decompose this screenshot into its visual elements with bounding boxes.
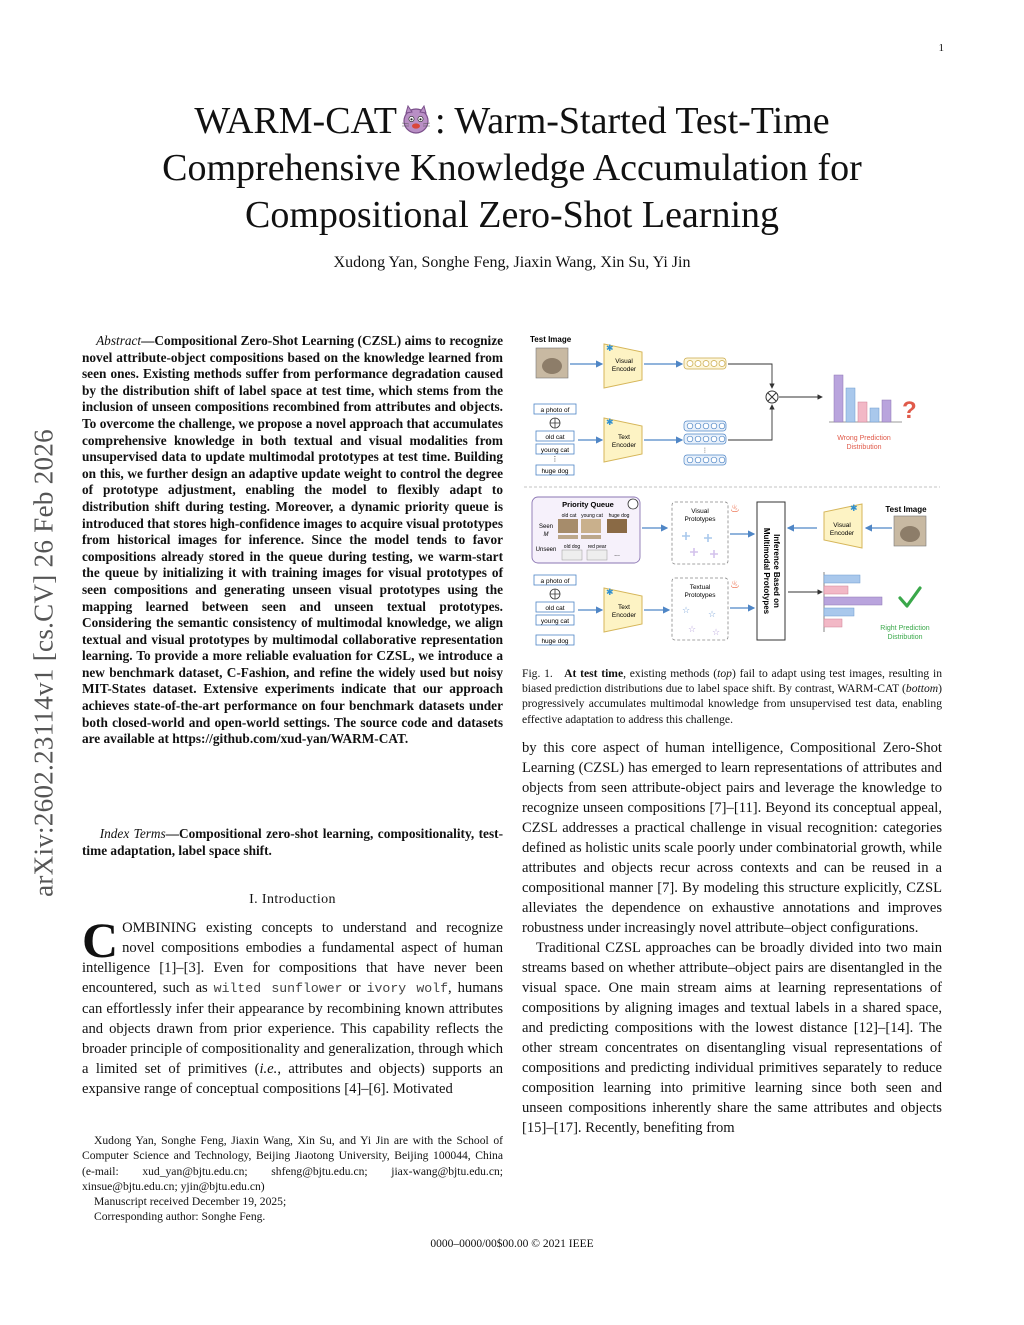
footnote: [82, 1133, 503, 1225]
svg-text:red pear: red pear: [587, 544, 607, 550]
svg-text:old cat: old cat: [561, 513, 577, 519]
intro-ie: i.e.: [259, 1061, 278, 1077]
fig-unseen-label: Unseen: [535, 547, 557, 553]
title-line-1: [100, 98, 924, 145]
title-line-2: Comprehensive Knowledge Accumulation for: [162, 147, 862, 189]
title-name: WARM-CAT: [194, 100, 397, 142]
drop-cap: C: [82, 912, 119, 968]
index-terms: Index Terms—Compositional zero-shot learning, compositionality, test-time adaptation, label space shift.: [82, 826, 503, 858]
index-terms-label: Index Terms: [99, 826, 166, 841]
index-terms-text: Compositional zero-shot learning, compositionality, test-time adaptation, label space shift.: [82, 826, 503, 858]
fig-top-visual-encoder-line-2: Encoder: [611, 366, 637, 373]
fig-top-text-encoder-line-2: Encoder: [611, 442, 637, 449]
intro-text-2: or: [342, 980, 367, 996]
fig-textual-prototypes-line-2: Prototypes: [684, 592, 716, 599]
fig-top-text-features: [684, 421, 726, 465]
right-paragraph-2: Traditional CZSL approaches can be broadly divided into two main streams based on whether attribute–object pairs are disentangled in the visual space. One main stream aims at learning representations of compositions by aligning images and textual labels in a shared space, and predicting compositions with the lowest distance [12]–[14]. The other stream concentrates on disentangling visual representations of compositions and predicting individual primitives separately to reduce composition learning into primitive learning since both seen and unseen compositions inherently share the same attributes and objects [15]–[17]. Recently, benefiting from: [522, 940, 942, 1136]
fig-seen-label: Seen: [538, 524, 554, 530]
example-ivory-wolf: ivory wolf: [366, 981, 449, 996]
svg-text:☆: ☆: [688, 624, 697, 634]
fig-bottom-snowflake-icon: ✱: [850, 503, 858, 513]
fig-top-text-encoder-line-1: Text: [618, 434, 630, 441]
fig-bottom-text-snowflake-icon: ✱: [606, 587, 614, 597]
fig-bottom-test-image-label: Test Image: [885, 505, 927, 514]
fig-top-cat-shape: [542, 358, 562, 374]
caption-top: top: [717, 667, 732, 680]
right-column-text: [522, 738, 942, 1138]
footnote-affiliation: Xudong Yan, Songhe Feng, Jiaxin Wang, Xin Su, and Yi Jin are with the School of Computer Science and Technology, Beijing Jiaotong University, Beijing 100044, China (e-mail: xud_yan@bjtu.edu.cn; shfeng@bjtu.edu.cn; jiax-wang@bjtu.edu.cn; xinsue@bjtu.edu.cn; yjin@bjtu.edu.cn): [82, 1134, 503, 1193]
fig-priority-queue-label: Priority Queue: [562, 500, 614, 509]
fig-visual-flame-icon: ♨: [730, 503, 740, 515]
arxiv-stamp: [24, 368, 64, 958]
svg-text:☆: ☆: [682, 605, 691, 615]
fig-bottom-label-old-cat: old cat: [545, 605, 565, 612]
cat-logo-icon: [397, 105, 435, 135]
svg-text:huge dog: huge dog: [608, 513, 630, 519]
fig-top-question-icon: ?: [902, 397, 917, 424]
fig-bottom-visual-encoder-line-2: Encoder: [829, 530, 855, 537]
abstract-label: Abstract: [96, 333, 142, 348]
caption-text-2: ) fail to adapt using test images, resulting in biased prediction distributions due to label space shift. By contrast, WARM-CAT (: [522, 667, 942, 696]
fig-top-snowflake-icon: ✱: [606, 343, 614, 353]
svg-text:young cat: young cat: [581, 513, 603, 519]
abstract-text: Compositional Zero-Shot Learning (CZSL) aims to recognize novel attribute-object compositions based on the knowledge learned from seen ones. Existing methods suffer from performance degradation caused by the distribution shift of label space at test time, which stems from the inclusion of unseen compositions recombined from attributes and objects. To overcome the challenge, we propose a novel approach that accumulates comprehensive knowledge in both textual and visual modalities from unsupervised data to update multimodal prototypes at test time. Building on this, we further design an adaptive update weight to control the degree of prototype adjustment, enabling the model to flexibly adapt to distribution shift during testing. Moreover, a dynamic priority queue is introduced that stores high-confidence images to acquire visual prototypes from historical images for inference. Since the model tends to favor compositions already stored in the queue during testing, we warm-start the queue by initializing it with training images for visual prototypes of seen compositions and generating unseen visual prototypes using the mapping learned between seen and unseen textual prototypes. Considering the semantic consistency of multimodal knowledge, we align textual and visual prototypes by multimodal collaborative representation learning. To provide a more reliable evaluation for CZSL, we introduce a new benchmark dataset, C-Fashion, and refine the widely used but noisy MIT-States dataset. Extensive experiments indicate that our approach achieves state-of-the-art performance on four benchmark datasets under both closed-world and open-world settings. The source code and datasets are available at https://github.com/xud-yan/WARM-CAT.: [82, 333, 503, 747]
fig-top-wrong-bars: [829, 375, 902, 422]
svg-text:☆: ☆: [708, 609, 717, 619]
intro-text-3: , humans can effortlessly infer their appearance by recombining known attributes and objects drawn from prior experience. This capability reflects the broader principle of compositionality and generalization, through which a limited set of primitives (: [82, 980, 503, 1077]
fig-textual-flame-icon: ♨: [730, 579, 740, 591]
svg-text:old dog: old dog: [563, 544, 581, 550]
example-wilted-sunflower: wilted sunflower: [213, 981, 343, 996]
caption-text-1: , existing methods (: [623, 667, 718, 680]
fig-bottom-right-line-1: Right Prediction: [880, 625, 930, 632]
fig-visual-prototypes-line-2: Prototypes: [684, 516, 716, 523]
fig-top-dots: ⋮: [551, 456, 559, 463]
fig-top-visual-encoder-line-1: Visual: [615, 358, 633, 365]
fig-top-label-huge-dog: huge dog: [541, 468, 569, 475]
fig-bottom-right-bars: [824, 572, 882, 632]
fig-check-icon: [900, 588, 920, 606]
intro-lead: OMBINING: [122, 920, 197, 936]
fig-top-label-young-cat: young cat: [540, 447, 570, 454]
svg-text:...: ...: [614, 551, 620, 558]
title-rest: : Warm-Started Test-Time: [435, 100, 830, 142]
fig-m-label: M: [543, 532, 549, 538]
caption-text-3: ) progressively accumulates multimodal knowledge from unsupervised test data, enabling effective adaptation to address this challenge.: [522, 682, 942, 726]
footnote-received: Manuscript received December 19, 2025;: [94, 1195, 287, 1209]
fig-bottom-text-encoder-line-2: Encoder: [611, 612, 637, 619]
intro-text-1: existing concepts to understand and recognize novel compositions embodies a fundamental aspect of human intelligence [1]–[3]. Even for compositions that have never been encountered, such as: [82, 920, 503, 996]
footnote-corresponding: Corresponding author: Songhe Feng.: [94, 1210, 266, 1224]
fig-inference-line-2: Multimodal Prototypes: [762, 527, 771, 615]
svg-text:⋮: ⋮: [702, 448, 708, 454]
fig-bottom-visual-encoder-line-1: Visual: [833, 522, 851, 529]
title-line-3: Compositional Zero-Shot Learning: [244, 194, 780, 236]
fig-top-wrong-line-1: Wrong Prediction: [837, 435, 891, 442]
fig-top-test-image-label: Test Image: [530, 335, 572, 344]
fig-top-label-old-cat: old cat: [545, 434, 565, 441]
fig-top-text-snowflake-icon: ✱: [606, 417, 614, 427]
fig-top-prompt: a photo of: [540, 407, 570, 414]
paper-title: [100, 98, 924, 239]
fig-bottom-right-line-2: Distribution: [887, 634, 923, 641]
copyright-line: 0000–0000/00$00.00 © 2021 IEEE: [430, 1238, 594, 1250]
intro-text-4: , attributes and objects) supports an expansive range of conceptual compositions [4]–[6]. Motivated: [82, 1061, 503, 1097]
right-paragraph-1: by this core aspect of human intelligence, Compositional Zero-Shot Learning (CZSL) has emerged to learn representations of attributes and objects from seen attribute-object pairs and leverage the knowledge to recognize unseen compositions [7]–[11]. Beyond its conceptual appeal, CZSL addresses a practical challenge in visual recognition: categories defined as holistic units scale poorly under combinatorial growth, while attributes and objects recur across contexts and can be reused in a compositional manner [7]. By modeling this structure explicitly, CZSL alleviates the dependence on exhaustive annotations and improves robustness under increasingly novel attribute–object configurations.: [522, 740, 942, 936]
fig-inference-line-1: Inference Based on: [772, 534, 781, 608]
fig-textual-prototypes-line-1: Textual: [689, 584, 711, 591]
figure-caption: [522, 666, 942, 727]
page-number: 1: [938, 42, 944, 54]
caption-bottom: bottom: [905, 682, 939, 696]
fig-bottom-label-young-cat: young cat: [540, 618, 570, 625]
caption-fig-label: Fig. 1.: [522, 667, 553, 680]
author-list: Xudong Yan, Songhe Feng, Jiaxin Wang, Xin Su, Yi Jin: [333, 254, 691, 271]
caption-bold: At test time: [564, 667, 624, 680]
svg-text:☆: ☆: [712, 627, 721, 637]
fig-bottom-label-huge-dog: huge dog: [541, 638, 569, 645]
section-heading: I. Introduction: [249, 892, 336, 907]
intro-paragraph: [82, 912, 503, 1099]
abstract: Abstract—Compositional Zero-Shot Learning (CZSL) aims to recognize novel attribute-object compositions based on the knowledge learned from seen ones. Existing methods suffer from performance degradation caused by the distribution shift of label space at test time, which stems from the inclusion of unseen compositions recombined from attributes and objects. To overcome the challenge, we propose a novel approach that accumulates comprehensive knowledge in both textual and visual modalities from unsupervised data to update multimodal prototypes at test time. Building on this, we further design an adaptive update weight to control the degree of prototype adjustment, enabling the model to flexibly adapt to distribution shift during testing. Moreover, a dynamic priority queue is introduced that stores high-confidence images to acquire visual prototypes from historical images for inference. Since the model tends to favor compositions already stored in the queue during testing, we warm-start the queue by initializing it with training images for visual prototypes of seen compositions and generating unseen visual prototypes using the mapping learned between seen and unseen textual prototypes. Considering the semantic consistency of multimodal knowledge, we align textual and visual prototypes by multimodal collaborative representation learning. To provide a more reliable evaluation for CZSL, we introduce a new benchmark dataset, C-Fashion, and refine the widely used but noisy MIT-States dataset. Extensive experiments indicate that our approach achieves state-of-the-art performance on four benchmark datasets under both closed-world and open-world settings. The source code and datasets are available at https://github.com/xud-yan/WARM-CAT.: [82, 333, 503, 747]
fig-visual-prototypes-line-1: Visual: [691, 508, 709, 515]
figure-1: [522, 330, 942, 652]
fig-bottom-prompt: a photo of: [540, 578, 570, 585]
fig-bottom-text-encoder-line-1: Text: [618, 604, 630, 611]
fig-top-wrong-line-2: Distribution: [846, 444, 882, 451]
arxiv-stamp-text: arXiv:2602.23114v1 [cs.CV] 26 Feb 2026: [28, 429, 59, 897]
